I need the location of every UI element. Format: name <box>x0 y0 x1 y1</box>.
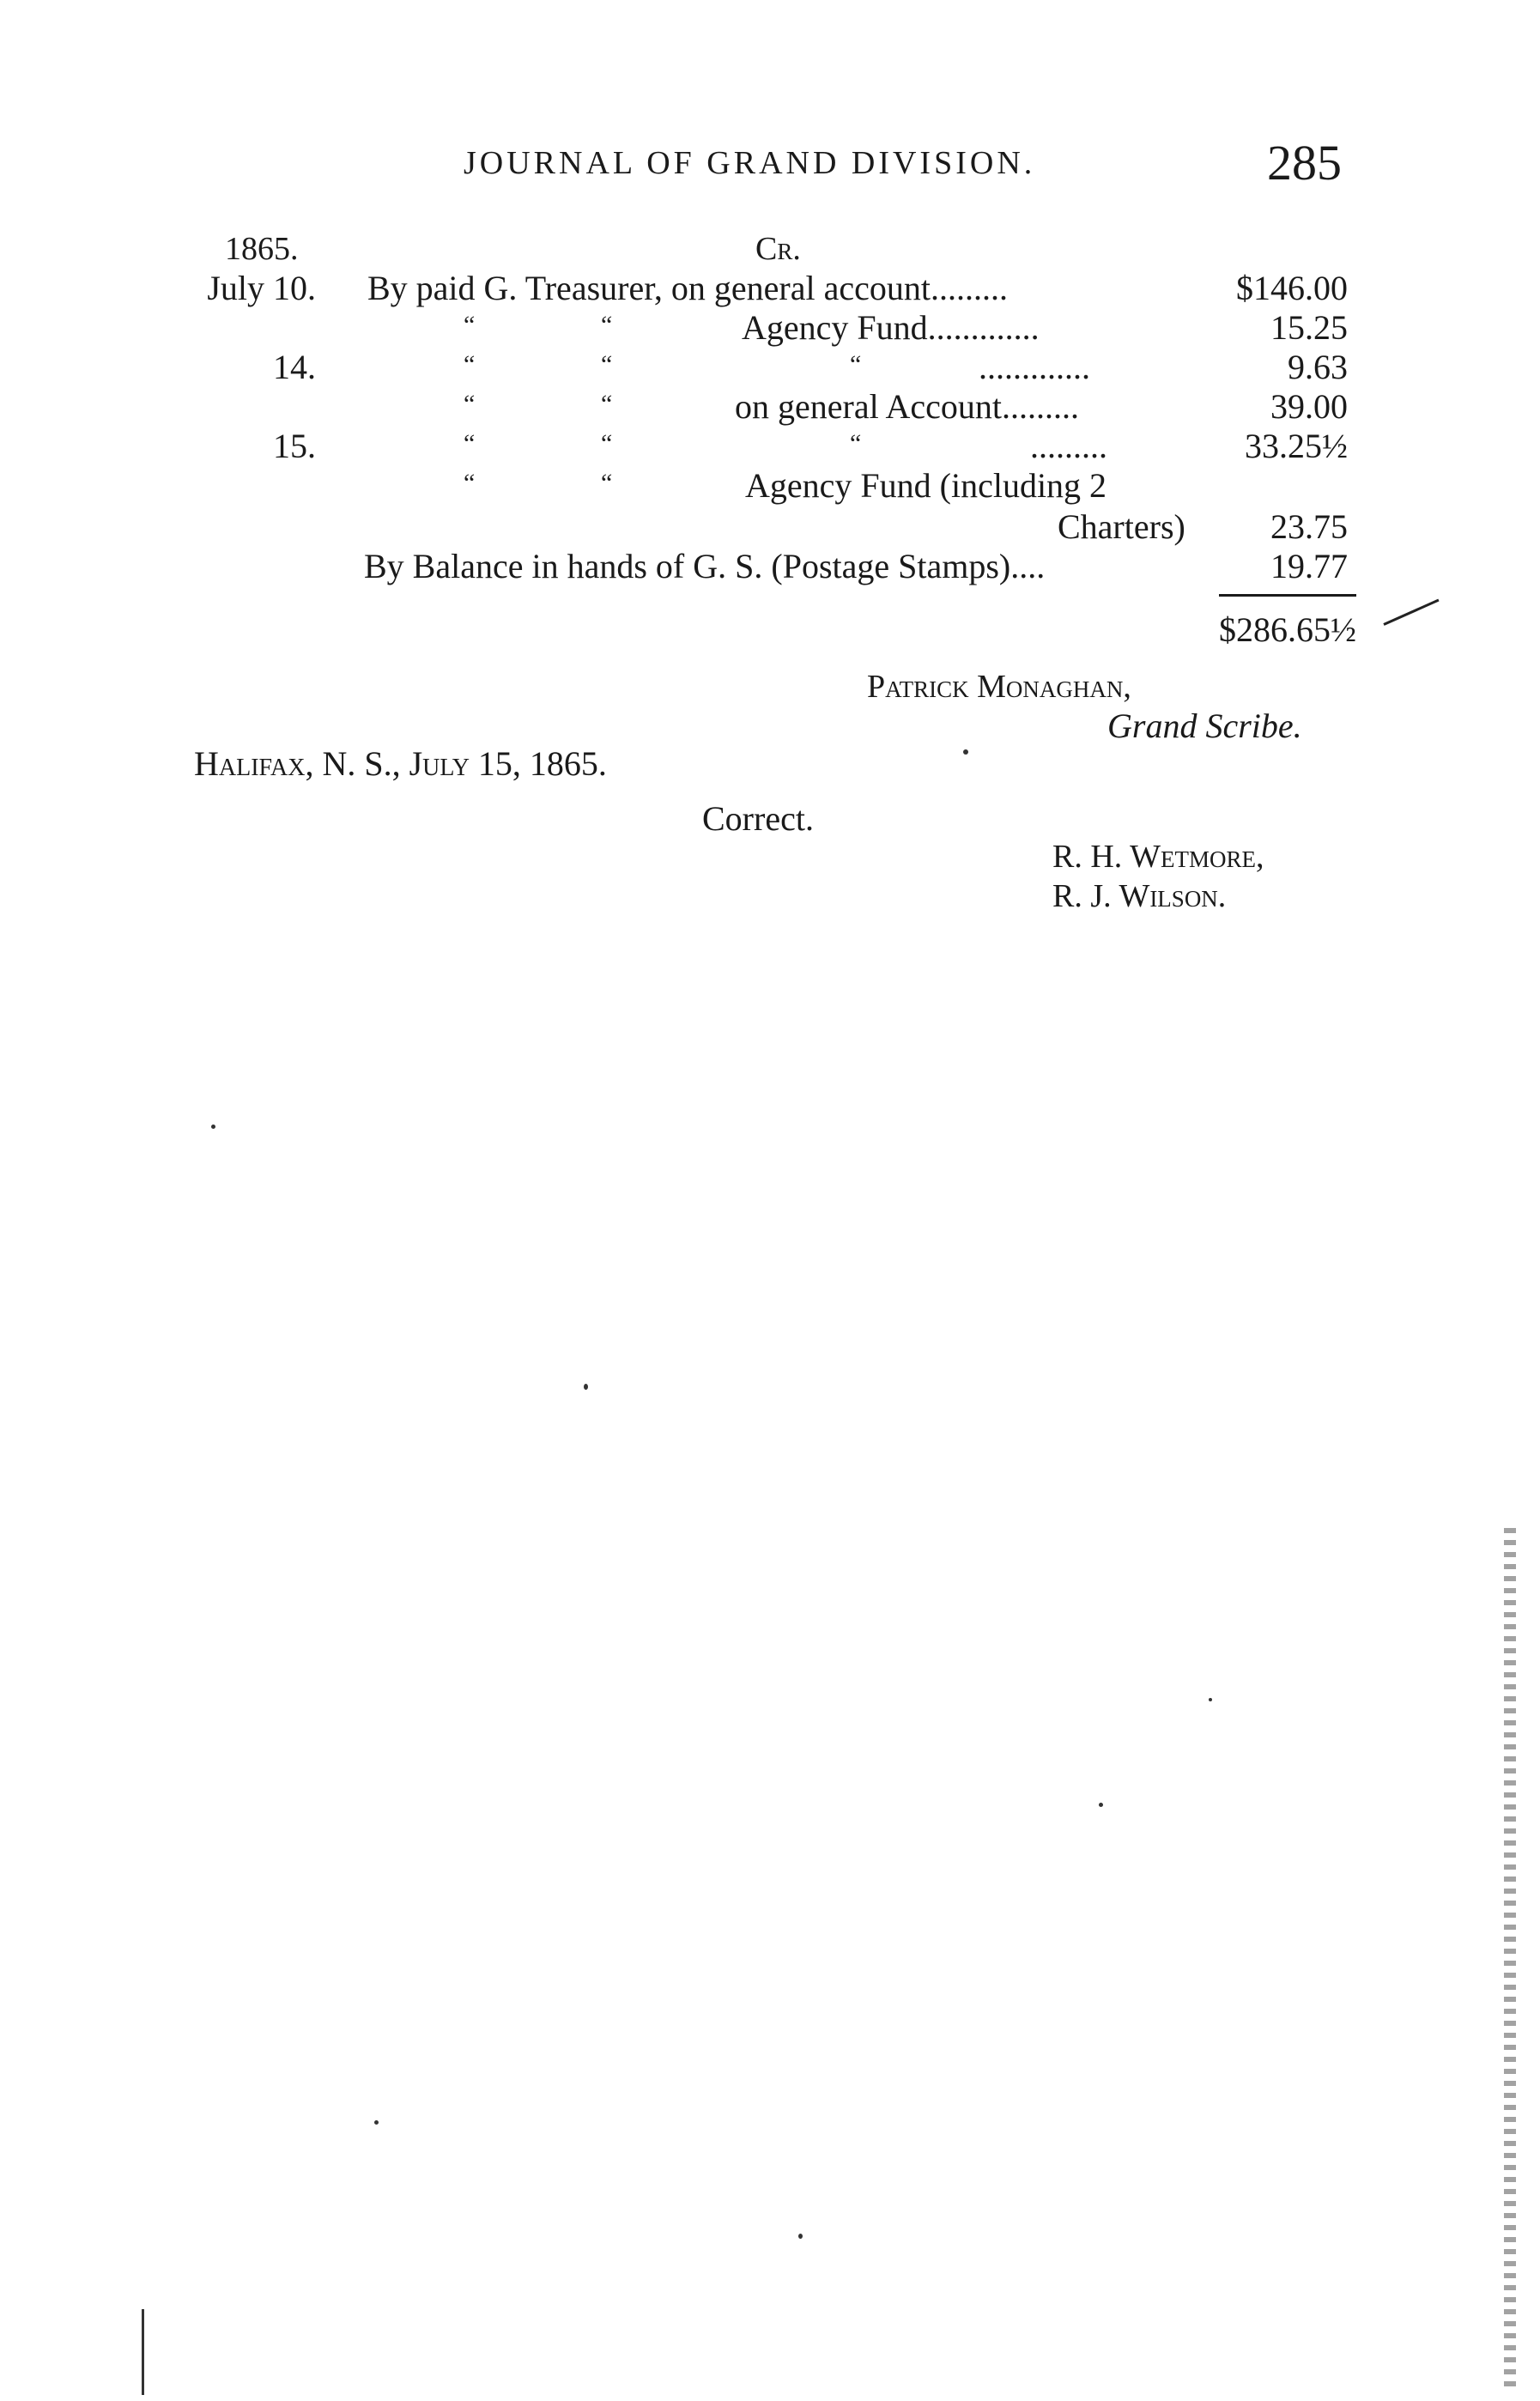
running-title: JOURNAL OF GRAND DIVISION. <box>464 145 1036 181</box>
ditto-mark: “ <box>601 469 615 497</box>
entry-amount: 39.00 <box>1270 387 1348 426</box>
scan-speck <box>963 749 968 755</box>
ditto-mark: “ <box>601 390 615 418</box>
scan-speck <box>584 1384 588 1390</box>
ditto-mark: “ <box>850 429 864 458</box>
ditto-mark: “ <box>464 390 477 418</box>
balance-line: By Balance in hands of G. S. (Postage Stamps).... <box>364 547 1046 585</box>
pencil-tick-mark <box>1383 599 1439 626</box>
entry-amount: 15.25 <box>1270 308 1348 347</box>
ditto-mark: “ <box>464 469 477 497</box>
scan-edge-line <box>142 2309 144 2395</box>
entry-description: Agency Fund (including 2 <box>745 466 1107 505</box>
entry-description: Agency Fund............. <box>742 308 1040 347</box>
entry-date: 15. <box>273 427 316 465</box>
signatory-name: Patrick Monaghan, <box>867 669 1131 705</box>
balance-amount: 19.77 <box>1270 547 1348 585</box>
entry-amount: 33.25½ <box>1245 427 1348 465</box>
entry-description: By paid G. Treasurer, on general account......... <box>367 269 1008 307</box>
ditto-mark: “ <box>601 350 615 379</box>
auditor-name: R. J. Wilson. <box>1052 878 1227 914</box>
ditto-mark: “ <box>601 429 615 458</box>
ditto-mark: “ <box>464 311 477 339</box>
entry-amount: $146.00 <box>1236 269 1348 307</box>
entry-amount: 9.63 <box>1288 348 1348 386</box>
entry-description: on general Account......... <box>735 387 1079 426</box>
page-number: 285 <box>1267 135 1342 191</box>
signatory-title: Grand Scribe. <box>1107 706 1302 745</box>
leader-dots: ............. <box>979 348 1090 386</box>
correct-label: Correct. <box>702 799 814 838</box>
ditto-mark: “ <box>464 350 477 379</box>
account-year: 1865. <box>225 231 299 267</box>
credit-label: Cr. <box>755 231 801 267</box>
entry-date: July 10. <box>207 269 316 307</box>
ditto-mark: “ <box>850 350 864 379</box>
auditor-name: R. H. Wetmore, <box>1052 839 1264 875</box>
ditto-mark: “ <box>601 311 615 339</box>
entry-date: 14. <box>273 348 316 386</box>
scan-speck <box>1099 1803 1103 1807</box>
entry-amount: 23.75 <box>1270 507 1348 546</box>
total-amount: $286.65½ <box>1219 610 1356 649</box>
total-rule <box>1219 594 1356 597</box>
scan-speck <box>211 1125 215 1129</box>
scan-speck <box>1209 1698 1212 1701</box>
place-date: Halifax, N. S., July 15, 1865. <box>194 744 607 783</box>
scan-speck <box>374 2120 379 2125</box>
ditto-mark: “ <box>464 429 477 458</box>
scan-edge-artifact <box>1504 1528 1516 2386</box>
leader-dots: ......... <box>1030 427 1107 465</box>
entry-description-continued: Charters) <box>1058 507 1185 546</box>
scan-speck <box>798 2234 803 2239</box>
